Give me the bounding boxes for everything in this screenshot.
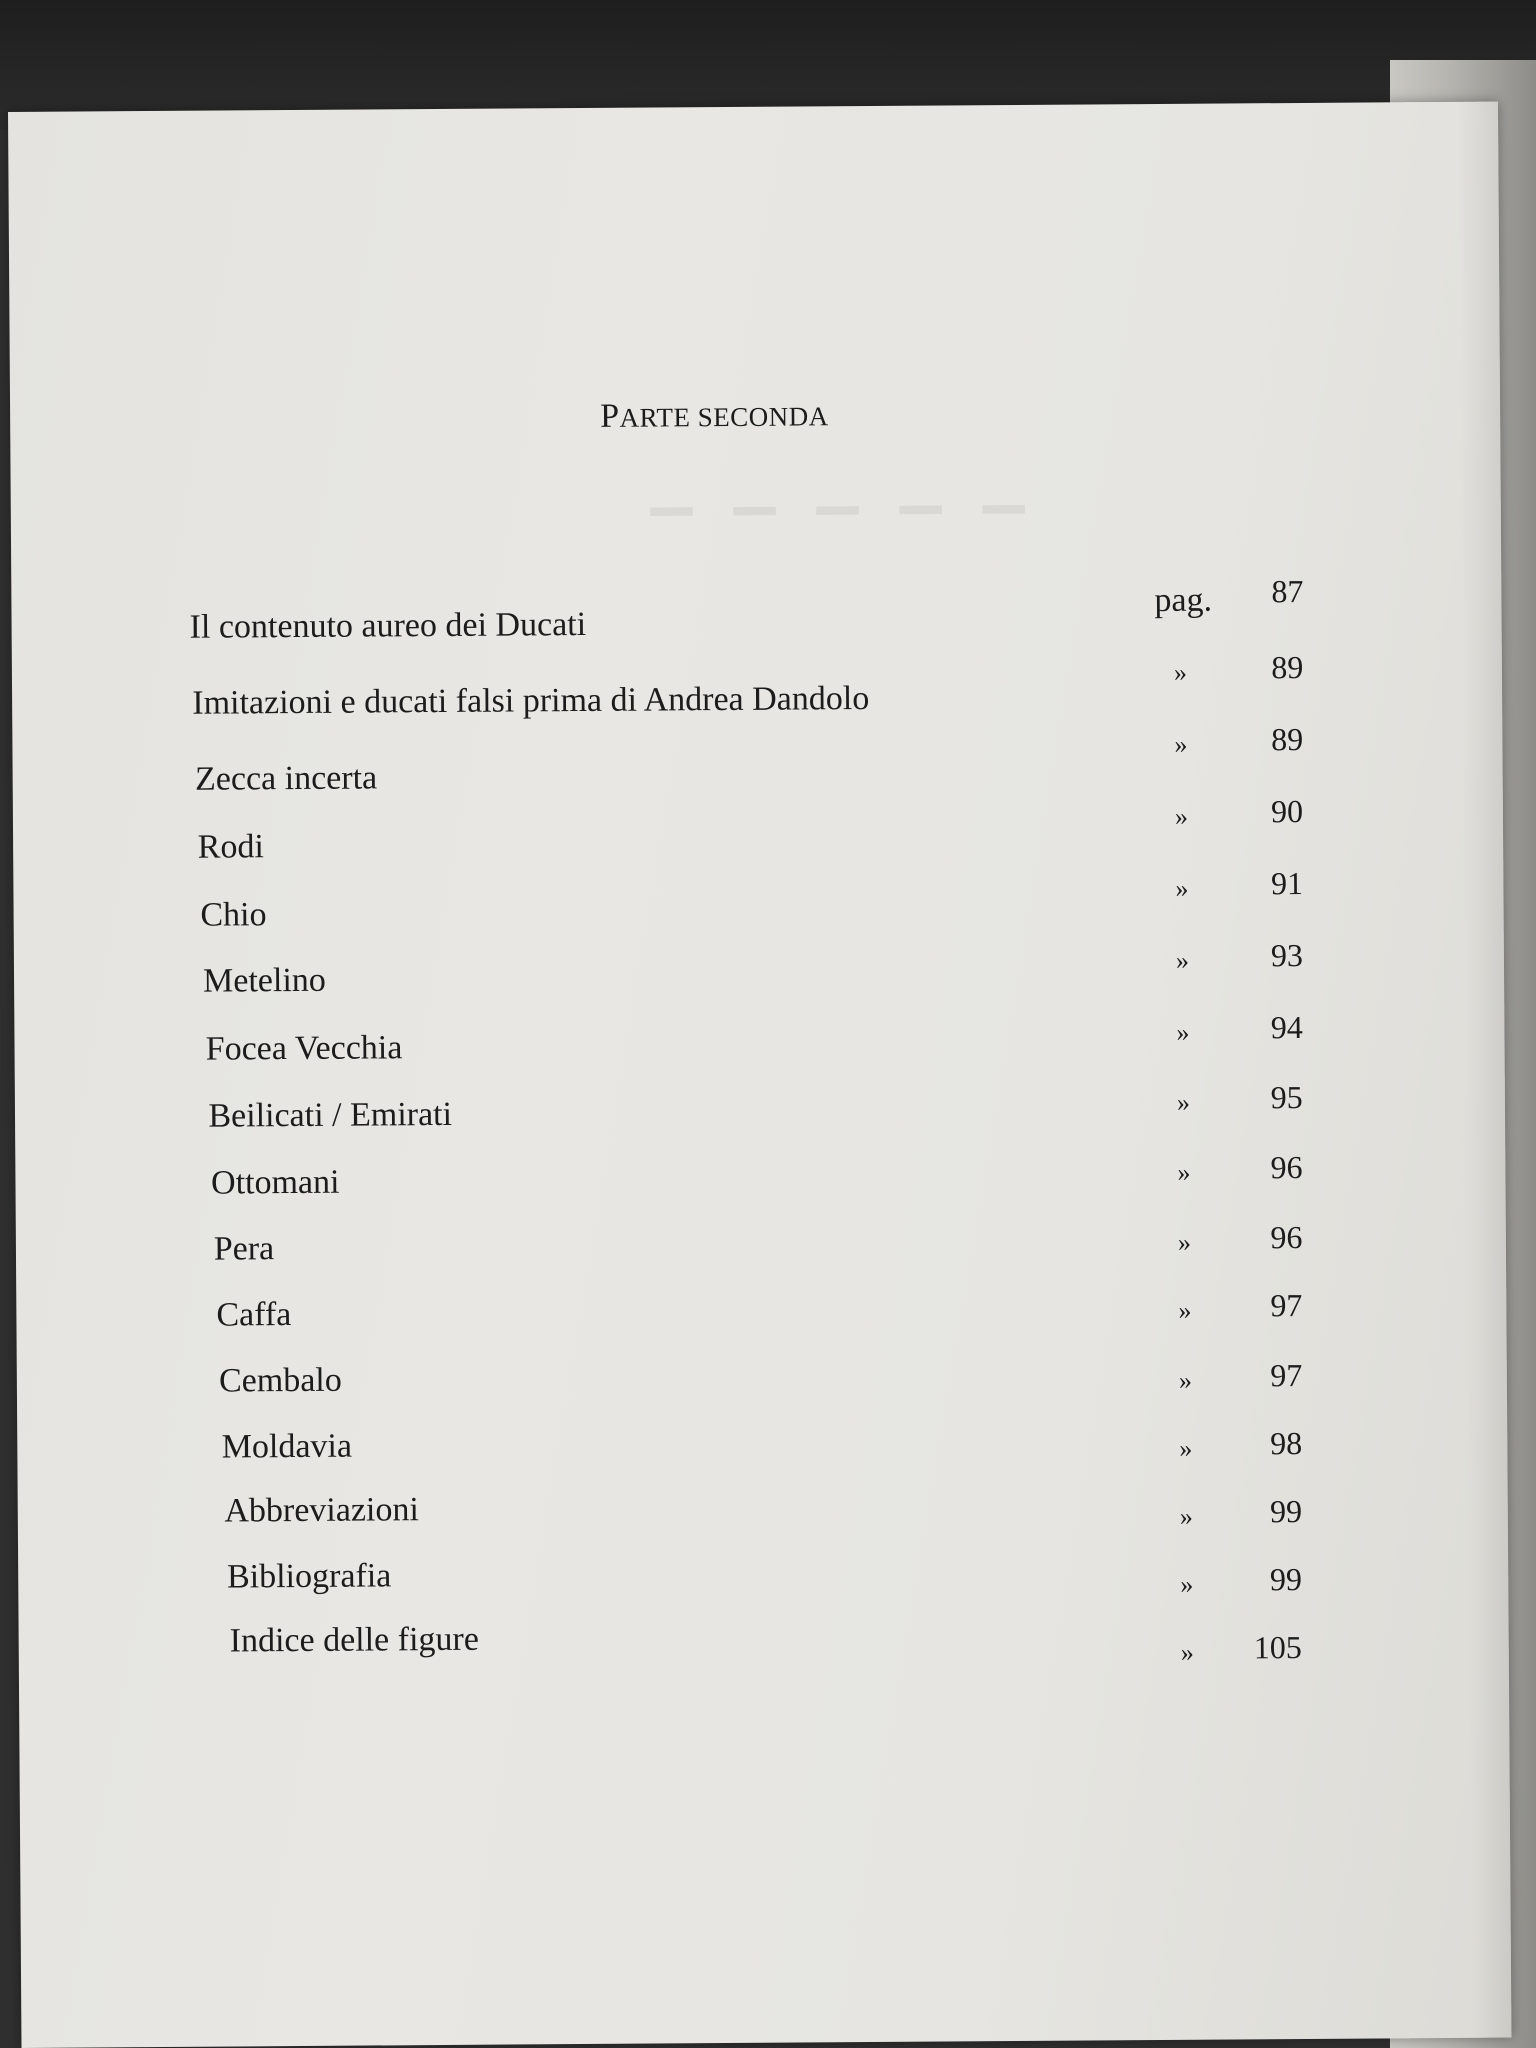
toc-entry-title: Ottomani: [210, 1163, 340, 1202]
book-page: [8, 102, 1511, 2048]
toc-entry-title: Pera: [213, 1230, 275, 1268]
toc-entry-title: Indice delle figure: [229, 1620, 480, 1660]
toc-entry-title: Rodi: [197, 828, 264, 866]
toc-entry-page-number: 97: [1270, 1356, 1303, 1394]
toc-entry-page-number: 97: [1270, 1286, 1303, 1324]
toc-entry-page-number: 91: [1270, 864, 1304, 902]
toc-entry-ditto-mark: »: [1174, 729, 1188, 759]
toc-entry-page-number: 99: [1269, 1493, 1303, 1530]
toc-entry-title: Bibliografia: [226, 1557, 392, 1596]
toc-entry-title: Metelino: [202, 961, 326, 1000]
section-title-rest: ARTE SECONDA: [619, 401, 829, 433]
toc-entry-ditto-mark: »: [1180, 1569, 1194, 1599]
toc-entry-title: Cembalo: [218, 1361, 342, 1400]
toc-entry-ditto-mark: »: [1179, 1501, 1193, 1531]
toc-entry-page-number: 99: [1269, 1561, 1302, 1598]
toc-entry-page-number: 98: [1269, 1424, 1303, 1462]
toc-entry-title: Caffa: [216, 1296, 292, 1334]
toc-entry-ditto-mark: »: [1178, 1295, 1192, 1325]
toc-entry-page-number: 105: [1253, 1629, 1302, 1666]
toc-entry-page-number: 87: [1271, 572, 1304, 610]
toc-entry-ditto-mark: »: [1177, 1227, 1192, 1257]
toc-entry-ditto-mark: »: [1179, 1433, 1193, 1463]
toc-entry-ditto-mark: »: [1175, 873, 1189, 903]
toc-entry-ditto-mark: »: [1176, 1087, 1191, 1117]
toc-entry-page-number: 93: [1270, 936, 1304, 974]
toc-entry-title: Zecca incerta: [194, 759, 378, 798]
toc-entry-title: Beilicati / Emirati: [208, 1095, 453, 1135]
toc-entry-page-number: 90: [1270, 792, 1304, 830]
table-of-contents: [8, 102, 1511, 2048]
toc-entry-title: Moldavia: [221, 1427, 353, 1466]
toc-entry-ditto-mark: »: [1174, 801, 1189, 831]
toc-entry-page-number: 96: [1270, 1148, 1303, 1186]
toc-entry-title: Focea Vecchia: [205, 1029, 403, 1068]
toc-entry-ditto-mark: »: [1178, 1365, 1192, 1395]
toc-entry-title: Chio: [200, 896, 267, 934]
toc-entry-page-number: 89: [1271, 720, 1304, 758]
toc-entry-page-number: 94: [1270, 1008, 1303, 1046]
toc-entry-ditto-mark: »: [1180, 1637, 1194, 1667]
toc-entry-title: Imitazioni e ducati falsi prima di Andrea Dandolo: [192, 680, 870, 722]
toc-entry-title: Abbreviazioni: [224, 1491, 419, 1530]
toc-entry-page-number: 96: [1270, 1218, 1303, 1256]
toc-entry-ditto-mark: »: [1175, 945, 1190, 975]
toc-entry-ditto-mark: »: [1177, 1157, 1191, 1187]
section-title-initial: P: [600, 397, 620, 435]
bleed-through-heading: ▁ ▁ ▁ ▁ ▁: [650, 451, 1039, 515]
toc-entry-page-number: 95: [1270, 1078, 1303, 1116]
toc-entry-title: Il contenuto aureo dei Ducati: [189, 605, 587, 646]
toc-entry-ditto-mark: »: [1173, 657, 1188, 687]
page-label: pag.: [1154, 581, 1213, 620]
toc-entry-page-number: 89: [1271, 648, 1304, 686]
toc-entry-ditto-mark: »: [1176, 1017, 1190, 1047]
